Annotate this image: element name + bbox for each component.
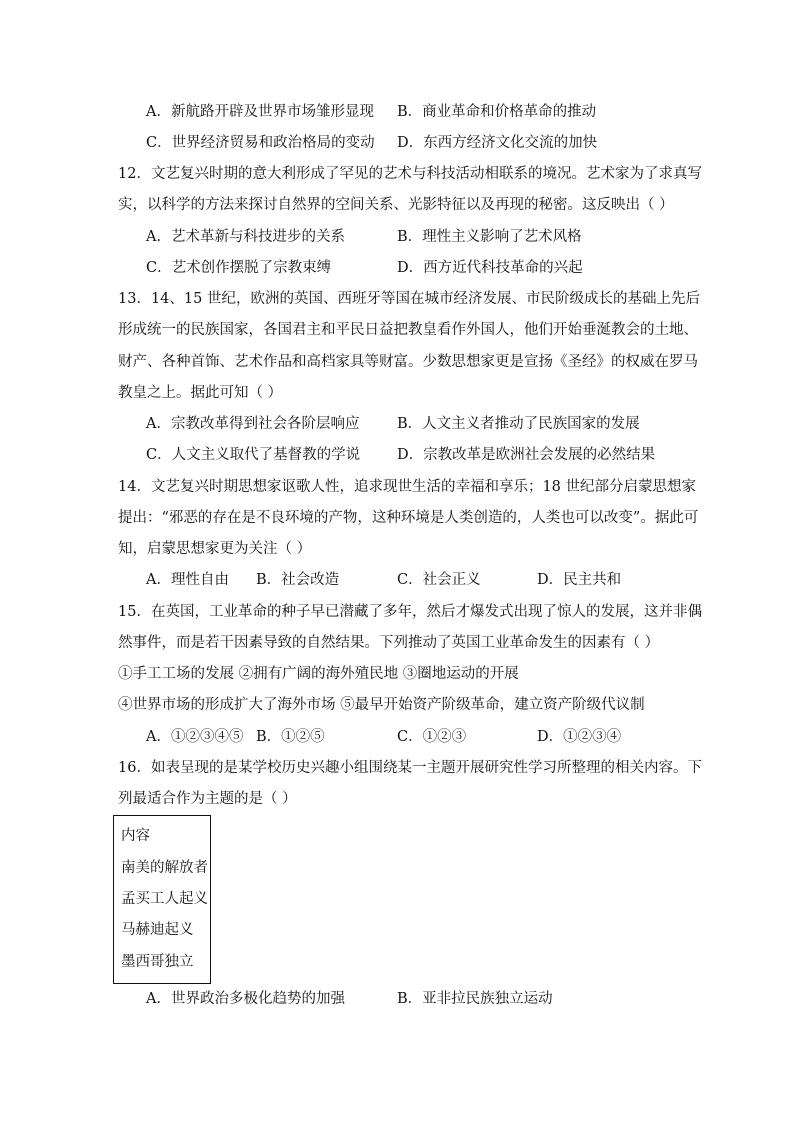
q15-factor-line: ④世界市场的形成扩大了海外市场 ⑤最早开始资产阶级革命，建立资产阶级代议制 — [118, 697, 645, 713]
q15-option-a: A．①②③④⑤ — [146, 729, 244, 745]
q12-option-a: A．艺术革新与科技进步的关系 — [146, 229, 345, 245]
q13-option-a: A．宗教改革得到社会各阶层响应 — [146, 416, 360, 432]
q13-stem-line: 教皇之上。据此可知（ ） — [118, 385, 283, 401]
q12-stem-line: 实，以科学的方法来探讨自然界的空间关系、光影特征以及再现的秘密。这反映出（ ） — [118, 197, 674, 213]
q11-option-a: A．新航路开辟及世界市场雏形显现 — [146, 104, 374, 120]
q11-option-c: C．世界经济贸易和政治格局的变动 — [146, 135, 375, 151]
table-row: 墨西哥独立 — [121, 954, 194, 970]
q14-option-a: A．理性自由 — [146, 572, 229, 588]
q12-option-d: D．西方近代科技革命的兴起 — [397, 260, 583, 276]
q16-stem-line: 16．如表呈现的是某学校历史兴趣小组围绕某一主题开展研究性学习所整理的相关内容。下 — [118, 760, 702, 776]
q16-option-a: A．世界政治多极化趋势的加强 — [146, 991, 345, 1007]
q15-stem-line: 15．在英国，工业革命的种子早已潜藏了多年，然后才爆发式出现了惊人的发展，这并非偶 — [118, 604, 702, 620]
q16-content-table — [113, 815, 211, 984]
q14-stem-line: 知，启蒙思想家更为关注（ ） — [118, 541, 312, 557]
q13-option-d: D．宗教改革是欧洲社会发展的必然结果 — [397, 447, 656, 463]
q16-stem-line: 列最适合作为主题的是（ ） — [118, 791, 297, 807]
q13-option-b: B．人文主义者推动了民族国家的发展 — [397, 416, 640, 432]
q12-option-b: B．理性主义影响了艺术风格 — [397, 229, 582, 245]
q14-stem-line: 14．文艺复兴时期思想家讴歌人性，追求现世生活的幸福和享乐；18 世纪部分启蒙思想家 — [118, 479, 697, 495]
q13-stem-line: 形成统一的民族国家，各国君主和平民日益把教皇看作外国人，他们开始垂涎教会的土地、 — [118, 322, 698, 338]
table-row: 孟买工人起义 — [121, 891, 208, 907]
q14-option-b: B．社会改造 — [256, 572, 340, 588]
q15-option-d: D．①②③④ — [537, 729, 622, 745]
table-row: 马赫迪起义 — [121, 922, 194, 938]
table-row: 南美的解放者 — [121, 860, 208, 876]
q14-option-d: D．民主共和 — [537, 572, 622, 588]
q15-factor-line: ①手工工场的发展 ②拥有广阔的海外殖民地 ③圈地运动的开展 — [118, 666, 519, 682]
table-header: 内容 — [121, 828, 150, 844]
q15-stem-line: 然事件，而是若干因素导致的自然结果。下列推动了英国工业革命发生的因素有（ ） — [118, 635, 660, 651]
q13-option-c: C．人文主义取代了基督教的学说 — [146, 447, 361, 463]
q12-option-c: C．艺术创作摆脱了宗教束缚 — [146, 260, 332, 276]
q11-option-b: B．商业革命和价格革命的推动 — [397, 104, 597, 120]
q15-option-c: C．①②③ — [397, 729, 467, 745]
q15-option-b: B．①②⑤ — [256, 729, 325, 745]
q13-stem-line: 财产、各种首饰、艺术作品和高档家具等财富。少数思想家更是宣扬《圣经》的权威在罗马 — [118, 354, 698, 370]
q13-stem-line: 13．14、15 世纪，欧洲的英国、西班牙等国在城市经济发展、市民阶级成长的基础上先后 — [118, 291, 700, 307]
q12-stem-line: 12．文艺复兴时期的意大利形成了罕见的艺术与科技活动相联系的境况。艺术家为了求真写 — [118, 166, 702, 182]
q16-option-b: B．亚非拉民族独立运动 — [397, 991, 553, 1007]
q14-stem-line: 提出：“邪恶的存在是不良环境的产物，这种环境是人类创造的，人类也可以改变”。据此可 — [118, 510, 699, 526]
q14-option-c: C．社会正义 — [397, 572, 481, 588]
q11-option-d: D．东西方经济文化交流的加快 — [397, 135, 598, 151]
